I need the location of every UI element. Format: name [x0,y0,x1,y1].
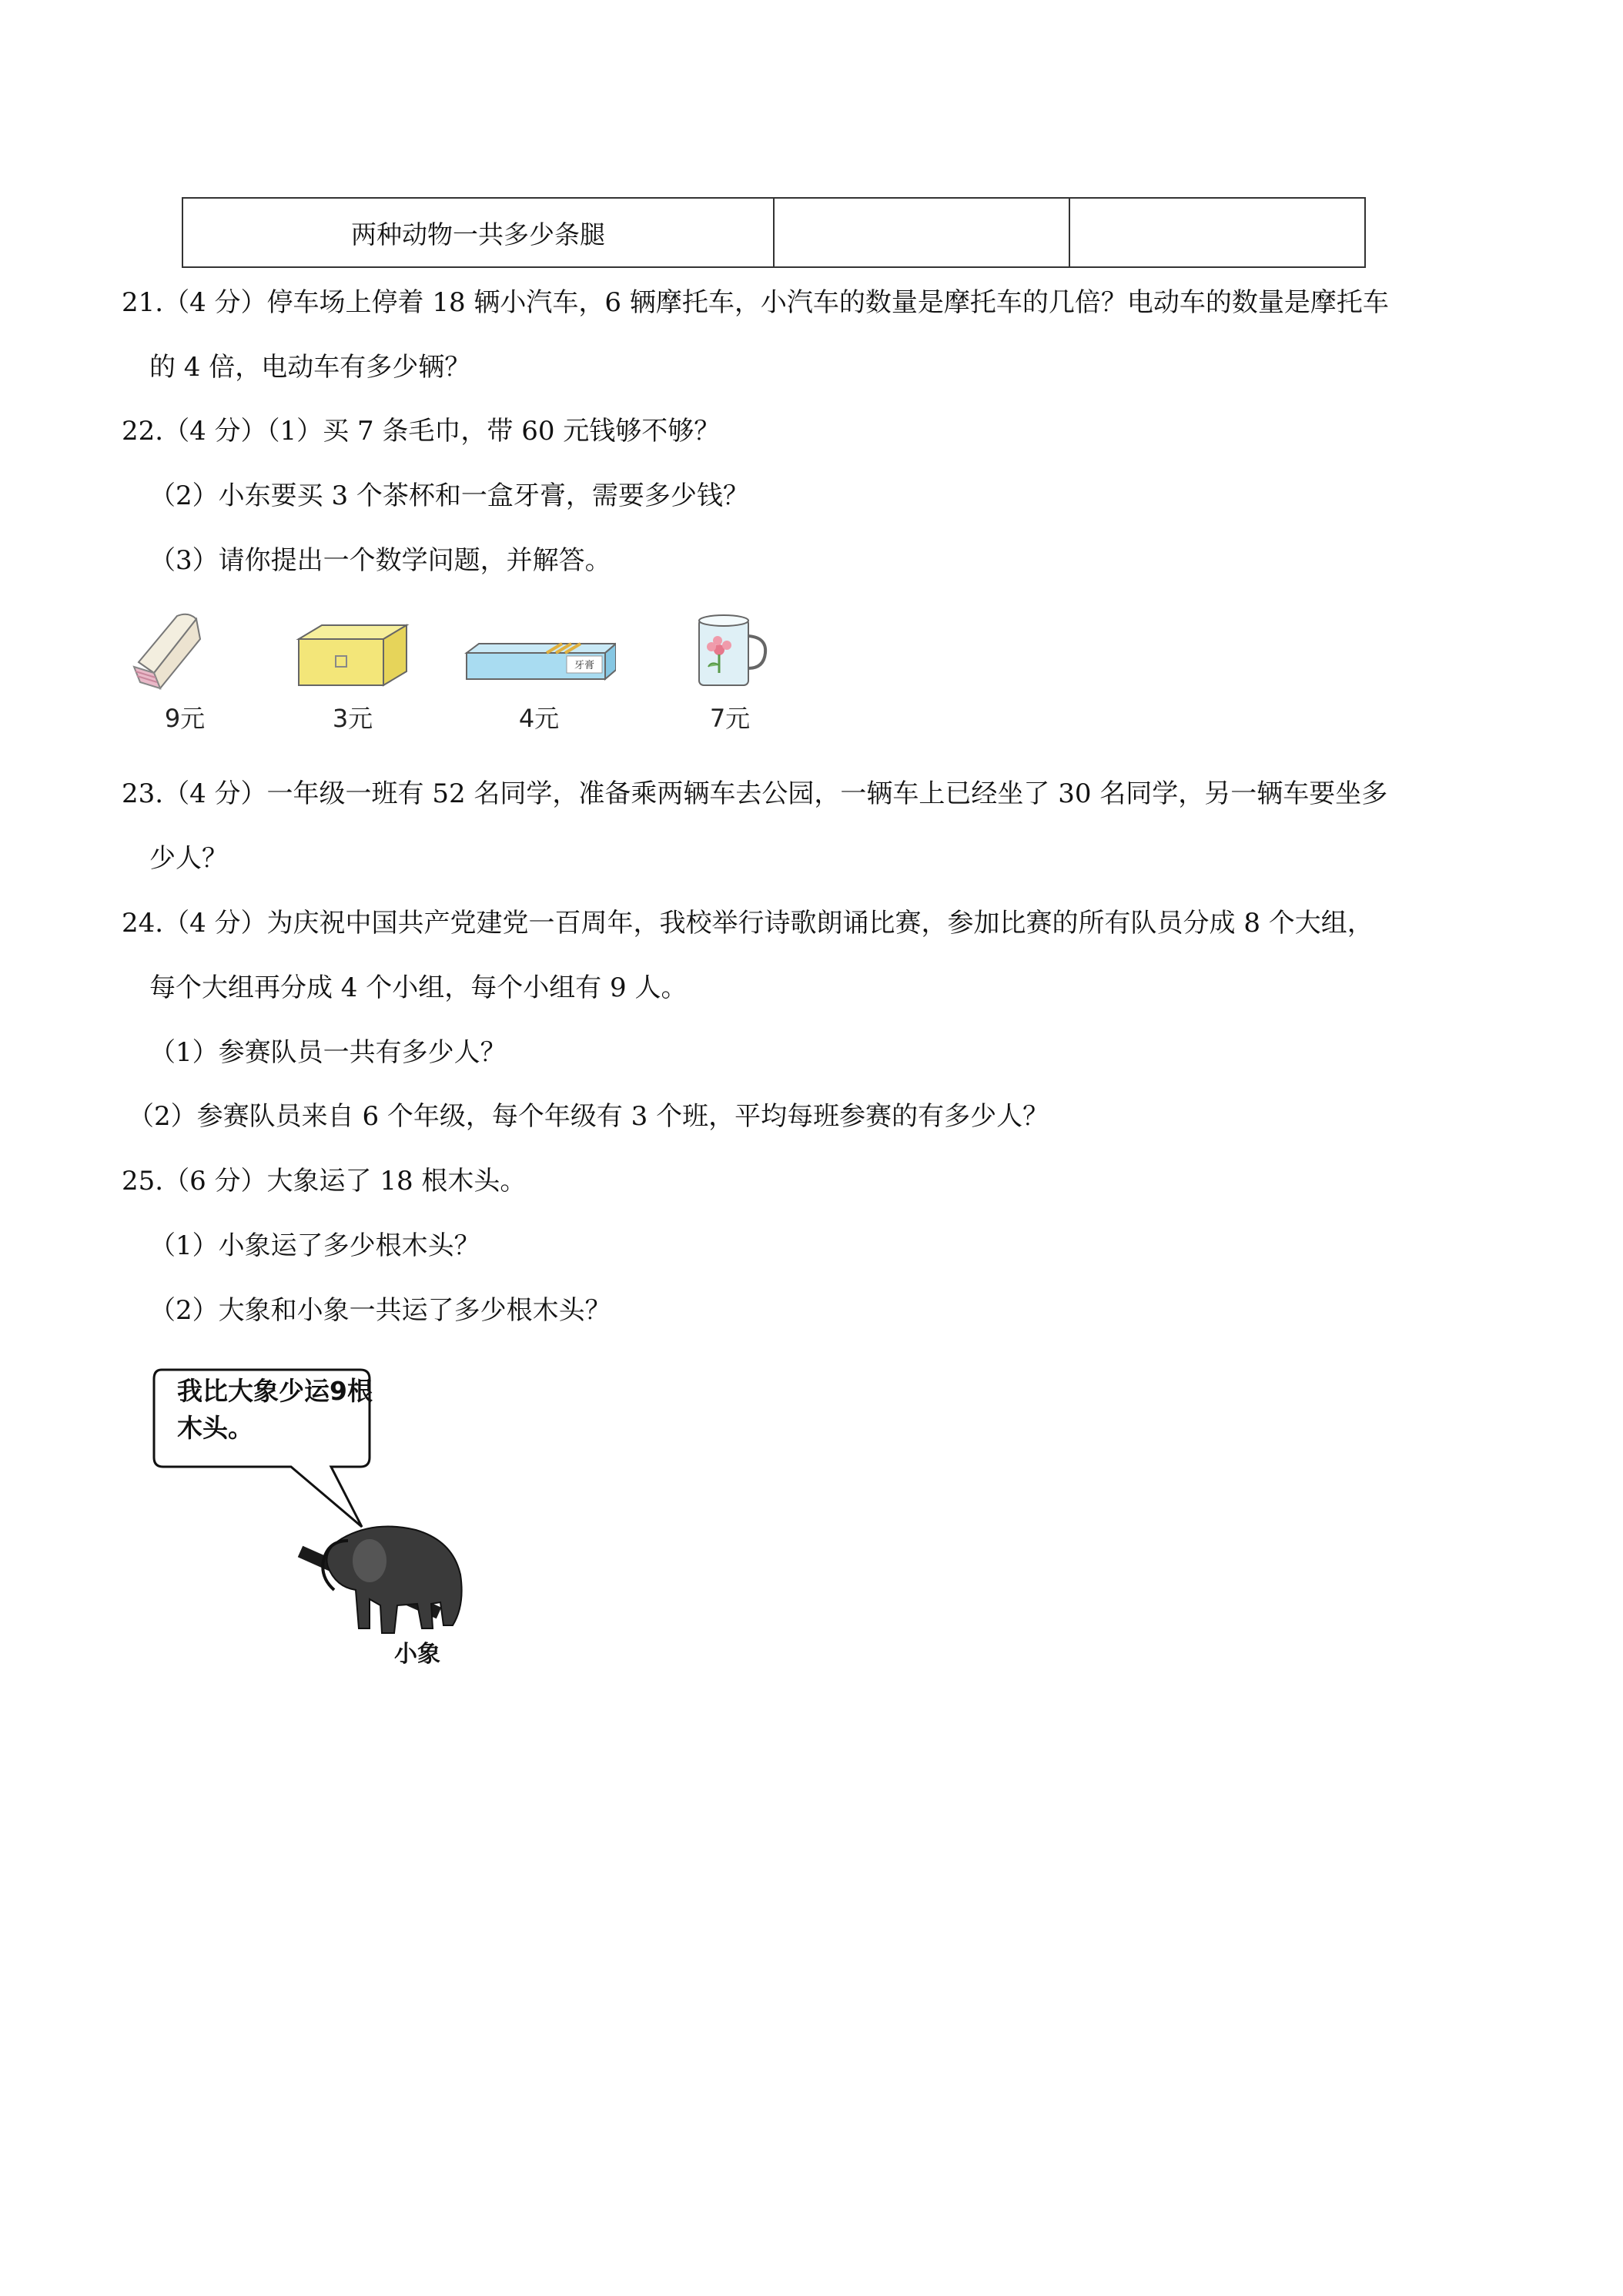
question-24-part1: （1）参赛队员一共有多少人？ [149,1037,507,1068]
question-24-part2: （2）参赛队员来自 6 个年级，每个年级有 3 个班，平均每班参赛的有多少人？ [128,1101,1049,1132]
little-elephant-caption: 小象 [394,1641,440,1668]
good-toothpaste [462,608,616,747]
price-towel: 9元 [164,704,206,733]
little-elephant-figure [146,1359,516,1682]
question-22-part2: （2）小东要买 3 个茶杯和一盒牙膏，需要多少钱？ [149,480,749,511]
question-24-line2: 每个大组再分成 4 个小组，每个小组有 9 人。 [149,972,688,1003]
price-cup: 7元 [709,704,751,733]
good-soap-box [291,608,414,747]
question-21-line1: 21.（4 分）停车场上停着 18 辆小汽车，6 辆摩托车，小汽车的数量是摩托车的几倍？电动车的数量是摩托车 [122,287,1389,318]
cup-icon [668,608,791,701]
toothpaste-package-text: 牙膏 [574,660,595,671]
question-23-line2: 少人？ [149,843,228,874]
question-25-part2: （2）大象和小象一共运了多少根木头？ [149,1295,611,1326]
table-cell-answer-1 [774,198,1069,267]
price-soap-box: 3元 [332,704,373,733]
price-toothpaste: 4元 [518,704,560,733]
soap-box-icon [291,608,414,701]
speech-bubble-text: 我比大象少运9根木头。 [177,1376,373,1443]
question-23-line1: 23.（4 分）一年级一班有 52 名同学，准备乘两辆车去公园，一辆车上已经坐了 30 名同学，另一辆车要坐多 [122,778,1388,809]
good-towel [123,608,246,747]
question-21-line2: 的 4 倍，电动车有多少辆？ [149,352,471,383]
question-22-line1: 22.（4 分）（1）买 7 条毛巾，带 60 元钱够不够？ [122,416,721,447]
good-cup [668,608,791,747]
goods-price-row [123,608,816,747]
elephant-icon [300,1527,462,1634]
answer-table [182,197,1366,268]
towel-icon [123,608,246,701]
question-22-part3: （3）请你提出一个数学问题，并解答。 [149,545,611,576]
question-24-line1: 24.（4 分）为庆祝中国共产党建党一百周年，我校举行诗歌朗诵比赛，参加比赛的所有队员分成 8 个大组， [122,908,1374,939]
table-cell-answer-2 [1069,198,1365,267]
table-row [182,198,1365,267]
toothpaste-icon [462,608,616,701]
table-row-label: 两种动物一共多少条腿 [182,198,774,267]
question-25-line1: 25.（6 分）大象运了 18 根木头。 [122,1166,527,1197]
question-25-part1: （1）小象运了多少根木头？ [149,1230,480,1261]
